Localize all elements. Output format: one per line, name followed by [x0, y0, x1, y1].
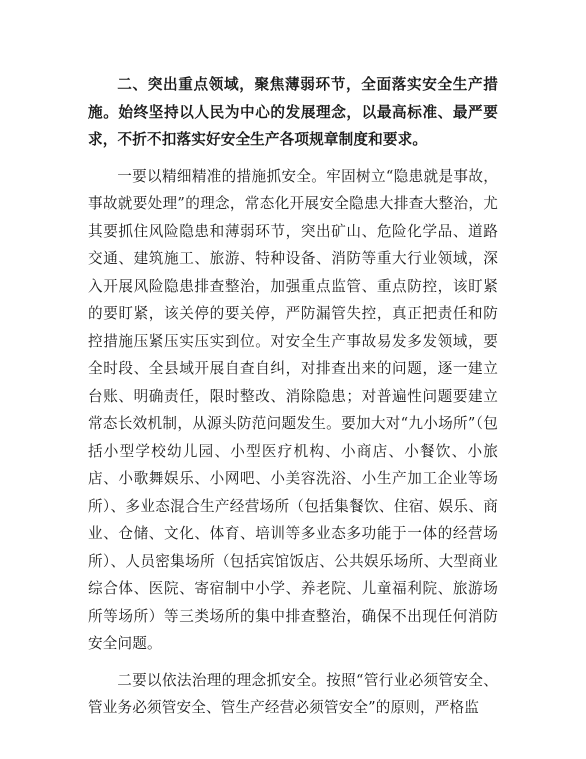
document-body — [88, 71, 498, 731]
section-heading-paragraph: 二、突出重点领域，聚焦薄弱环节，全面落实安全生产措施。始终坚持以人民为中心的发展理念，以最高标准、最严要求，不折不扣落实好安全生产各项规章制度和要求。 — [88, 76, 498, 148]
body-paragraph-point-one: 一要以精细精准的措施抓安全。牢固树立“隐患就是事故，事故就要处理”的理念，常态化开展安全隐患大排查大整治，尤其要抓住风险隐患和薄弱环节，突出矿山、危险化学品、道路交通、建筑施工、旅游、特种设备、消防等重大行业领域，深入开展风险隐患排查整治，加强重点监管、重点防控，该盯紧的要盯紧，该关停的要关停，严防漏管失控，真正把责任和防控措施压紧压实压实到位。对安全生产事故易发多发领域，要全时段、全县域开展自查自纠，对排查出来的问题，逐一建立台账、明确责任，限时整改、消除隐患；对普遍性问题要建立常态长效机制，从源头防范问题发生。要加大对“九小场所”（包括小型学校幼儿园、小型医疗机构、小商店、小餐饮、小旅店、小歌舞娱乐、小网吧、小美容洗浴、小生产加工企业等场所）、多业态混合生产经营场所（包括集餐饮、住宿、娱乐、商业、仓储、文化、体育、培训等多业态多功能于一体的经营场所）、人员密集场所（包括宾馆饭店、公共娱乐场所、大型商业综合体、医院、寄宿制中小学、养老院、儿童福利院、旅游场所等场所）等三类场所的集中排查整治，确保不出现任何消防安全问题。 — [88, 167, 498, 652]
body-paragraph-point-two: 二要以依法治理的理念抓安全。按照“管行业必须管安全、管业务必须管安全、管生产经营必须管安全”的原则，严格监 — [88, 671, 498, 716]
